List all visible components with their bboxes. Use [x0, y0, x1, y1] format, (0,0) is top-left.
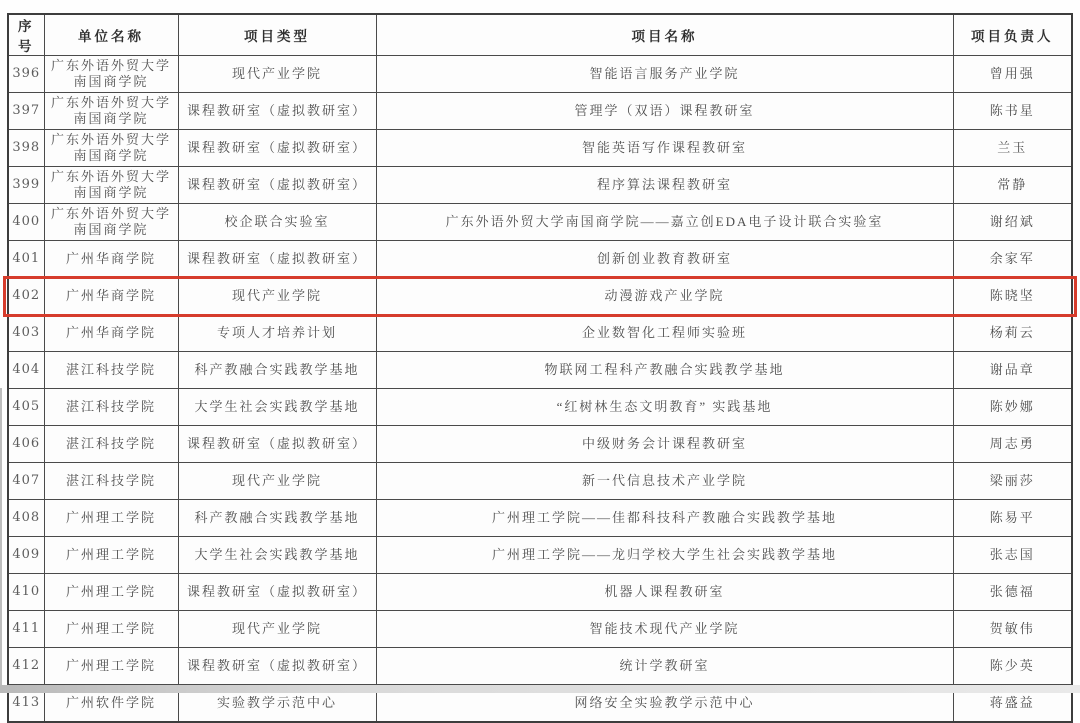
cell-unit: 广东外语外贸大学南国商学院	[44, 56, 178, 93]
cell-unit: 广州理工学院	[44, 537, 178, 574]
cell-type: 课程教研室（虚拟教研室）	[178, 167, 376, 204]
cell-no: 402	[8, 278, 44, 315]
header-row	[8, 14, 1072, 56]
cell-leader: 陈少英	[953, 648, 1072, 685]
col-header-leader: 项目负责人	[953, 14, 1072, 56]
cell-type: 现代产业学院	[178, 463, 376, 500]
cell-leader: 常静	[953, 167, 1072, 204]
cell-unit: 广东外语外贸大学南国商学院	[44, 167, 178, 204]
table-row	[8, 426, 1072, 463]
col-header-no: 序号	[8, 14, 44, 56]
table-row	[8, 574, 1072, 611]
cell-no: 405	[8, 389, 44, 426]
cell-unit: 湛江科技学院	[44, 463, 178, 500]
cell-name: 广州理工学院——佳都科技科产教融合实践教学基地	[376, 500, 953, 537]
cell-no: 404	[8, 352, 44, 389]
cell-leader: 陈妙娜	[953, 389, 1072, 426]
cell-name: 动漫游戏产业学院	[376, 278, 953, 315]
table-row	[8, 93, 1072, 130]
table-row	[8, 463, 1072, 500]
table-row	[8, 278, 1072, 315]
cell-unit: 湛江科技学院	[44, 352, 178, 389]
cell-type: 大学生社会实践教学基地	[178, 537, 376, 574]
cell-type: 专项人才培养计划	[178, 315, 376, 352]
cell-leader: 陈易平	[953, 500, 1072, 537]
cell-name: 物联网工程科产教融合实践教学基地	[376, 352, 953, 389]
cell-name: 创新创业教育教研室	[376, 241, 953, 278]
cell-name: “红树林生态文明教育” 实践基地	[376, 389, 953, 426]
cell-unit: 广东外语外贸大学南国商学院	[44, 204, 178, 241]
cell-type: 课程教研室（虚拟教研室）	[178, 648, 376, 685]
cell-unit: 广州理工学院	[44, 574, 178, 611]
cell-leader: 周志勇	[953, 426, 1072, 463]
cell-leader: 谢品章	[953, 352, 1072, 389]
table-row	[8, 315, 1072, 352]
cell-leader: 贺敏伟	[953, 611, 1072, 648]
cell-leader: 杨莉云	[953, 315, 1072, 352]
table-header	[8, 14, 1072, 56]
cell-type: 课程教研室（虚拟教研室）	[178, 574, 376, 611]
cell-no: 410	[8, 574, 44, 611]
cell-name: 企业数智化工程师实验班	[376, 315, 953, 352]
col-header-unit: 单位名称	[44, 14, 178, 56]
cell-unit: 广州理工学院	[44, 611, 178, 648]
cell-unit: 湛江科技学院	[44, 389, 178, 426]
cell-unit: 广东外语外贸大学南国商学院	[44, 93, 178, 130]
cell-no: 400	[8, 204, 44, 241]
cell-no: 413	[8, 685, 44, 723]
cell-type: 课程教研室（虚拟教研室）	[178, 130, 376, 167]
cell-name: 中级财务会计课程教研室	[376, 426, 953, 463]
table-row	[8, 204, 1072, 241]
cell-type: 现代产业学院	[178, 56, 376, 93]
table-row	[8, 611, 1072, 648]
cell-type: 现代产业学院	[178, 278, 376, 315]
cell-name: 程序算法课程教研室	[376, 167, 953, 204]
page-left-edge	[0, 388, 2, 693]
cell-leader: 陈晓坚	[953, 278, 1072, 315]
cell-leader: 梁丽莎	[953, 463, 1072, 500]
cell-type: 科产教融合实践教学基地	[178, 352, 376, 389]
cell-name: 网络安全实验教学示范中心	[376, 685, 953, 723]
cell-no: 401	[8, 241, 44, 278]
cell-type: 科产教融合实践教学基地	[178, 500, 376, 537]
cell-type: 大学生社会实践教学基地	[178, 389, 376, 426]
cell-name: 智能英语写作课程教研室	[376, 130, 953, 167]
table-body	[8, 56, 1072, 723]
cell-no: 407	[8, 463, 44, 500]
table-row	[8, 241, 1072, 278]
cell-no: 398	[8, 130, 44, 167]
cell-unit: 广州理工学院	[44, 500, 178, 537]
cell-no: 396	[8, 56, 44, 93]
table-row	[8, 167, 1072, 204]
cell-no: 403	[8, 315, 44, 352]
table-row	[8, 500, 1072, 537]
cell-no: 412	[8, 648, 44, 685]
cell-name: 机器人课程教研室	[376, 574, 953, 611]
cell-leader: 余家军	[953, 241, 1072, 278]
table-row	[8, 130, 1072, 167]
cell-no: 399	[8, 167, 44, 204]
cell-name: 智能技术现代产业学院	[376, 611, 953, 648]
cell-no: 409	[8, 537, 44, 574]
cell-name: 管理学（双语）课程教研室	[376, 93, 953, 130]
cell-no: 406	[8, 426, 44, 463]
cell-leader: 谢绍斌	[953, 204, 1072, 241]
cell-unit: 广州华商学院	[44, 241, 178, 278]
table-row	[8, 352, 1072, 389]
cell-name: 统计学教研室	[376, 648, 953, 685]
cell-unit: 广州华商学院	[44, 315, 178, 352]
page-bottom-edge	[0, 685, 1080, 693]
cell-unit: 广州理工学院	[44, 648, 178, 685]
cell-leader: 蒋盛益	[953, 685, 1072, 723]
cell-no: 411	[8, 611, 44, 648]
col-header-type: 项目类型	[178, 14, 376, 56]
cell-unit: 广州软件学院	[44, 685, 178, 723]
table-row	[8, 537, 1072, 574]
cell-no: 408	[8, 500, 44, 537]
cell-name: 广东外语外贸大学南国商学院——嘉立创EDA电子设计联合实验室	[376, 204, 953, 241]
cell-name: 新一代信息技术产业学院	[376, 463, 953, 500]
cell-type: 课程教研室（虚拟教研室）	[178, 426, 376, 463]
cell-unit: 广东外语外贸大学南国商学院	[44, 130, 178, 167]
cell-leader: 兰玉	[953, 130, 1072, 167]
cell-unit: 湛江科技学院	[44, 426, 178, 463]
cell-type: 课程教研室（虚拟教研室）	[178, 241, 376, 278]
cell-leader: 张志国	[953, 537, 1072, 574]
cell-type: 校企联合实验室	[178, 204, 376, 241]
cell-type: 实验教学示范中心	[178, 685, 376, 723]
cell-type: 课程教研室（虚拟教研室）	[178, 93, 376, 130]
project-roster-table	[7, 13, 1073, 723]
cell-name: 智能语言服务产业学院	[376, 56, 953, 93]
table-row	[8, 389, 1072, 426]
cell-no: 397	[8, 93, 44, 130]
table-row	[8, 56, 1072, 93]
cell-leader: 张德福	[953, 574, 1072, 611]
cell-type: 现代产业学院	[178, 611, 376, 648]
cell-leader: 曾用强	[953, 56, 1072, 93]
cell-name: 广州理工学院——龙归学校大学生社会实践教学基地	[376, 537, 953, 574]
cell-leader: 陈书星	[953, 93, 1072, 130]
table-row	[8, 648, 1072, 685]
col-header-name: 项目名称	[376, 14, 953, 56]
cell-unit: 广州华商学院	[44, 278, 178, 315]
